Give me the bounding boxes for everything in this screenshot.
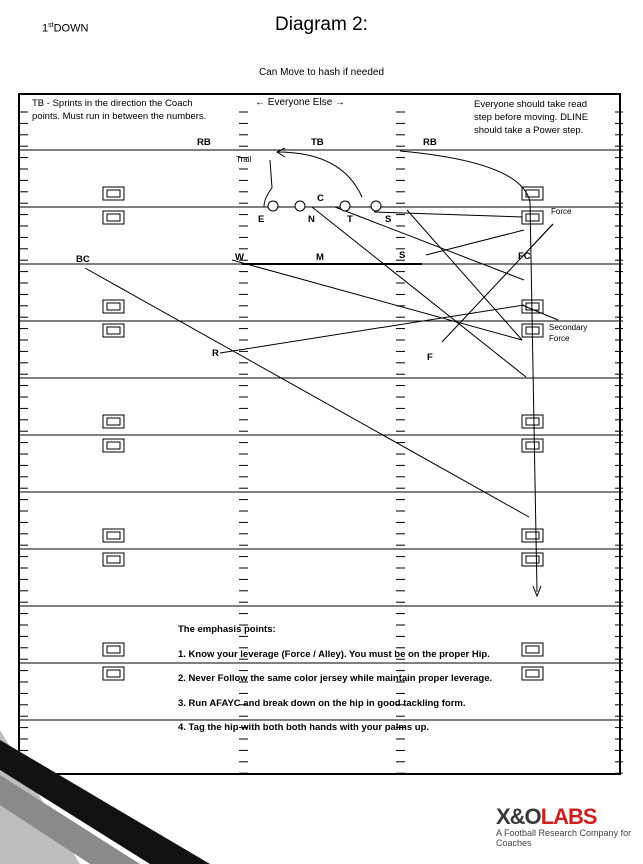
label-s-dline: S <box>385 214 392 225</box>
label-tb: TB <box>311 137 324 148</box>
yard-number-box <box>522 187 543 200</box>
label-secondary: Secondary <box>549 323 588 332</box>
read-step-note: Everyone should take read step before moving. DLINE should take a Power step. <box>474 99 589 136</box>
emphasis-point-1: 1. Know your leverage (Force / Alley). You must be on the proper Hip. <box>178 648 490 660</box>
yard-number-box <box>103 300 124 313</box>
emphasis-point-2: 2. Never Follow the same color jersey while maintain proper leverage. <box>178 673 493 684</box>
label-m: M <box>316 252 324 263</box>
everyone-else-label: ← Everyone Else → <box>255 97 346 108</box>
yard-number-box <box>103 553 124 566</box>
label-n: N <box>308 214 315 225</box>
yard-number-inner <box>526 646 539 653</box>
label-bc: BC <box>76 254 90 265</box>
yard-number-inner <box>526 556 539 563</box>
yard-number-inner <box>526 442 539 449</box>
pursuit-route <box>85 268 529 517</box>
yard-number-inner <box>107 532 120 539</box>
trail-route <box>277 152 362 197</box>
pursuit-route <box>312 207 526 377</box>
label-rb-right: RB <box>423 137 437 148</box>
label-fc: FC <box>518 251 531 262</box>
yard-number-box <box>103 324 124 337</box>
yard-number-inner <box>107 214 120 221</box>
yard-number-box <box>103 529 124 542</box>
defender-circle <box>371 201 381 211</box>
yard-number-inner <box>107 670 120 677</box>
yard-number-inner <box>526 214 539 221</box>
yard-number-inner <box>526 532 539 539</box>
yard-number-inner <box>107 556 120 563</box>
decorative-swoosh <box>0 720 240 864</box>
emphasis-point-4: 4. Tag the hip with both both hands with your palms up. <box>178 722 430 733</box>
defender-circle <box>268 201 278 211</box>
diagram-title: Diagram 2: <box>275 14 368 35</box>
yard-number-box <box>103 667 124 680</box>
pursuit-route <box>426 230 524 255</box>
yard-number-box <box>522 553 543 566</box>
emphasis-point-3: 3. Run AFAYC and break down on the hip in good tackling form. <box>178 697 466 709</box>
pursuit-route <box>335 207 524 280</box>
yard-number-inner <box>107 442 120 449</box>
yard-number-inner <box>107 646 120 653</box>
label-f: F <box>427 352 433 363</box>
label-t: T <box>347 214 353 225</box>
label-force: Force <box>551 207 572 216</box>
label-secondary-force: Force <box>549 334 570 343</box>
tb-note: TB - Sprints in the direction the Coach points. Must run in between the numbers. <box>32 98 207 122</box>
yard-number-inner <box>526 670 539 677</box>
defender-circle <box>295 201 305 211</box>
yard-number-box <box>522 667 543 680</box>
yard-number-box <box>103 415 124 428</box>
label-w: W <box>235 252 244 263</box>
defender-circle <box>340 201 350 211</box>
emphasis-heading: The emphasis points: <box>178 624 276 635</box>
yard-number-box <box>103 187 124 200</box>
yard-number-box <box>522 643 543 656</box>
label-trail: Trail <box>236 155 252 164</box>
yard-number-inner <box>526 418 539 425</box>
label-rb-left: RB <box>197 137 211 148</box>
yard-number-inner <box>107 327 120 334</box>
label-s-lb: S <box>399 250 406 261</box>
yard-number-inner <box>107 190 120 197</box>
yard-number-inner <box>107 303 120 310</box>
yard-number-box <box>522 529 543 542</box>
yard-number-box <box>522 439 543 452</box>
yard-number-box <box>522 211 543 224</box>
label-c: C <box>317 193 324 204</box>
pursuit-route <box>220 305 524 353</box>
xo-labs-logo: X&OLABS A Football Research Company for Coaches <box>496 804 632 848</box>
yard-number-box <box>103 643 124 656</box>
label-r: R <box>212 348 219 359</box>
hash-note: Can Move to hash if needed <box>258 67 385 78</box>
yard-number-inner <box>107 418 120 425</box>
yard-number-box <box>103 439 124 452</box>
yard-number-box <box>522 415 543 428</box>
label-e: E <box>258 214 265 225</box>
yard-number-box <box>103 211 124 224</box>
down-label: 1stDOWN <box>42 22 89 35</box>
end-trail-route <box>264 160 272 207</box>
